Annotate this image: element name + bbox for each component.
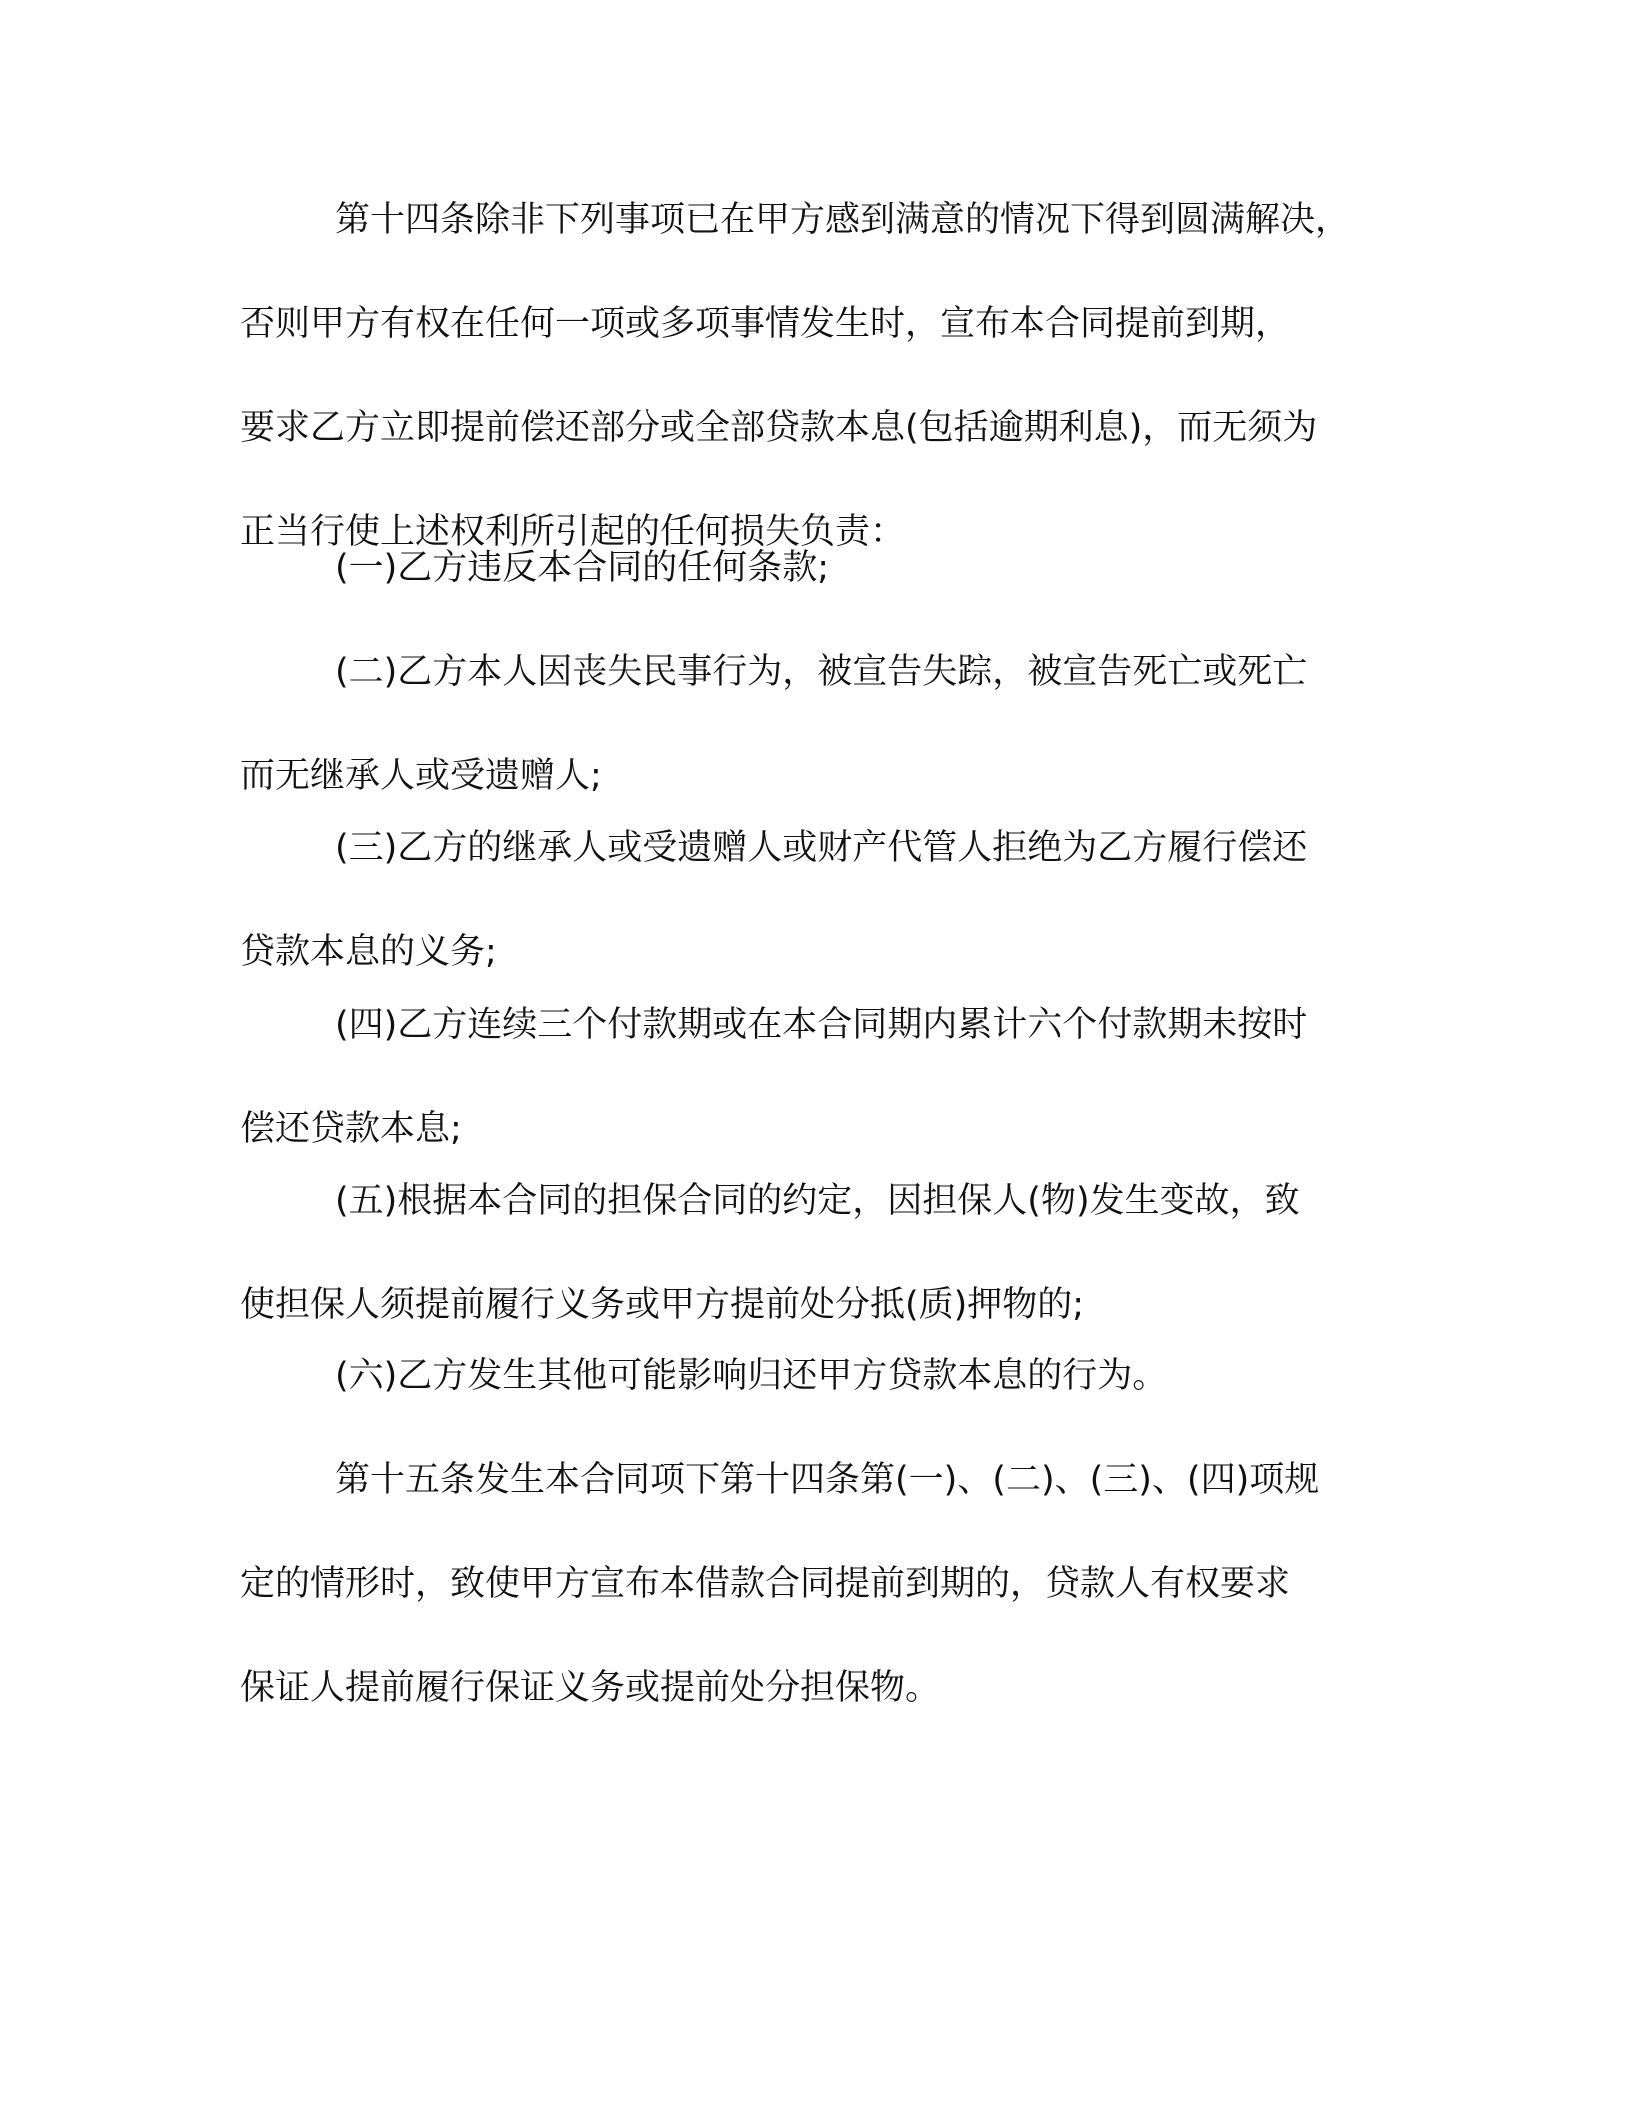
article-14-line-2: 否则甲方有权在任何一项或多项事情发生时，宣布本合同提前到期， <box>240 304 1291 344</box>
item-4-line-1: (四)乙方连续三个付款期或在本合同期内累计六个付款期未按时 <box>335 1005 1308 1045</box>
item-2-line-2: 而无继承人或受遗赠人; <box>240 756 602 796</box>
item-6-line-1: (六)乙方发生其他可能影响归还甲方贷款本息的行为。 <box>335 1356 1168 1396</box>
item-5-line-1: (五)根据本合同的担保合同的约定，因担保人(物)发生变故，致 <box>335 1181 1300 1221</box>
item-3-line-1: (三)乙方的继承人或受遗赠人或财产代管人拒绝为乙方履行偿还 <box>335 828 1308 868</box>
item-4-line-2: 偿还贷款本息; <box>240 1109 462 1149</box>
article-14-paragraph <box>240 202 1420 550</box>
item-3-paragraph <box>240 830 1420 970</box>
article-14-line-3: 要求乙方立即提前偿还部分或全部贷款本息(包括逾期利息)，而无须为 <box>240 408 1318 448</box>
article-15-paragraph <box>240 1462 1420 1706</box>
item-1-paragraph <box>240 550 1420 586</box>
item-5-line-2: 使担保人须提前履行义务或甲方提前处分抵(质)押物的; <box>240 1285 1085 1325</box>
item-2-line-1: (二)乙方本人因丧失民事行为，被宣告失踪，被宣告死亡或死亡 <box>335 652 1308 692</box>
article-15-line-2: 定的情形时，致使甲方宣布本借款合同提前到期的，贷款人有权要求 <box>240 1564 1291 1604</box>
item-2-paragraph <box>240 654 1420 794</box>
item-3-line-2: 贷款本息的义务; <box>240 932 497 972</box>
article-14-line-4: 正当行使上述权利所引起的任何损失负责： <box>240 512 906 552</box>
article-15-line-3: 保证人提前履行保证义务或提前处分担保物。 <box>240 1668 941 1708</box>
item-1-line-1: (一)乙方违反本合同的任何条款; <box>335 548 830 588</box>
article-14-line-1: 第十四条除非下列事项已在甲方感到满意的情况下得到圆满解决， <box>335 200 1351 240</box>
item-5-paragraph <box>240 1183 1420 1323</box>
item-6-paragraph <box>240 1358 1420 1394</box>
article-15-line-1: 第十五条发生本合同项下第十四条第(一)、(二)、(三)、(四)项规 <box>335 1460 1320 1500</box>
item-4-paragraph <box>240 1007 1420 1147</box>
